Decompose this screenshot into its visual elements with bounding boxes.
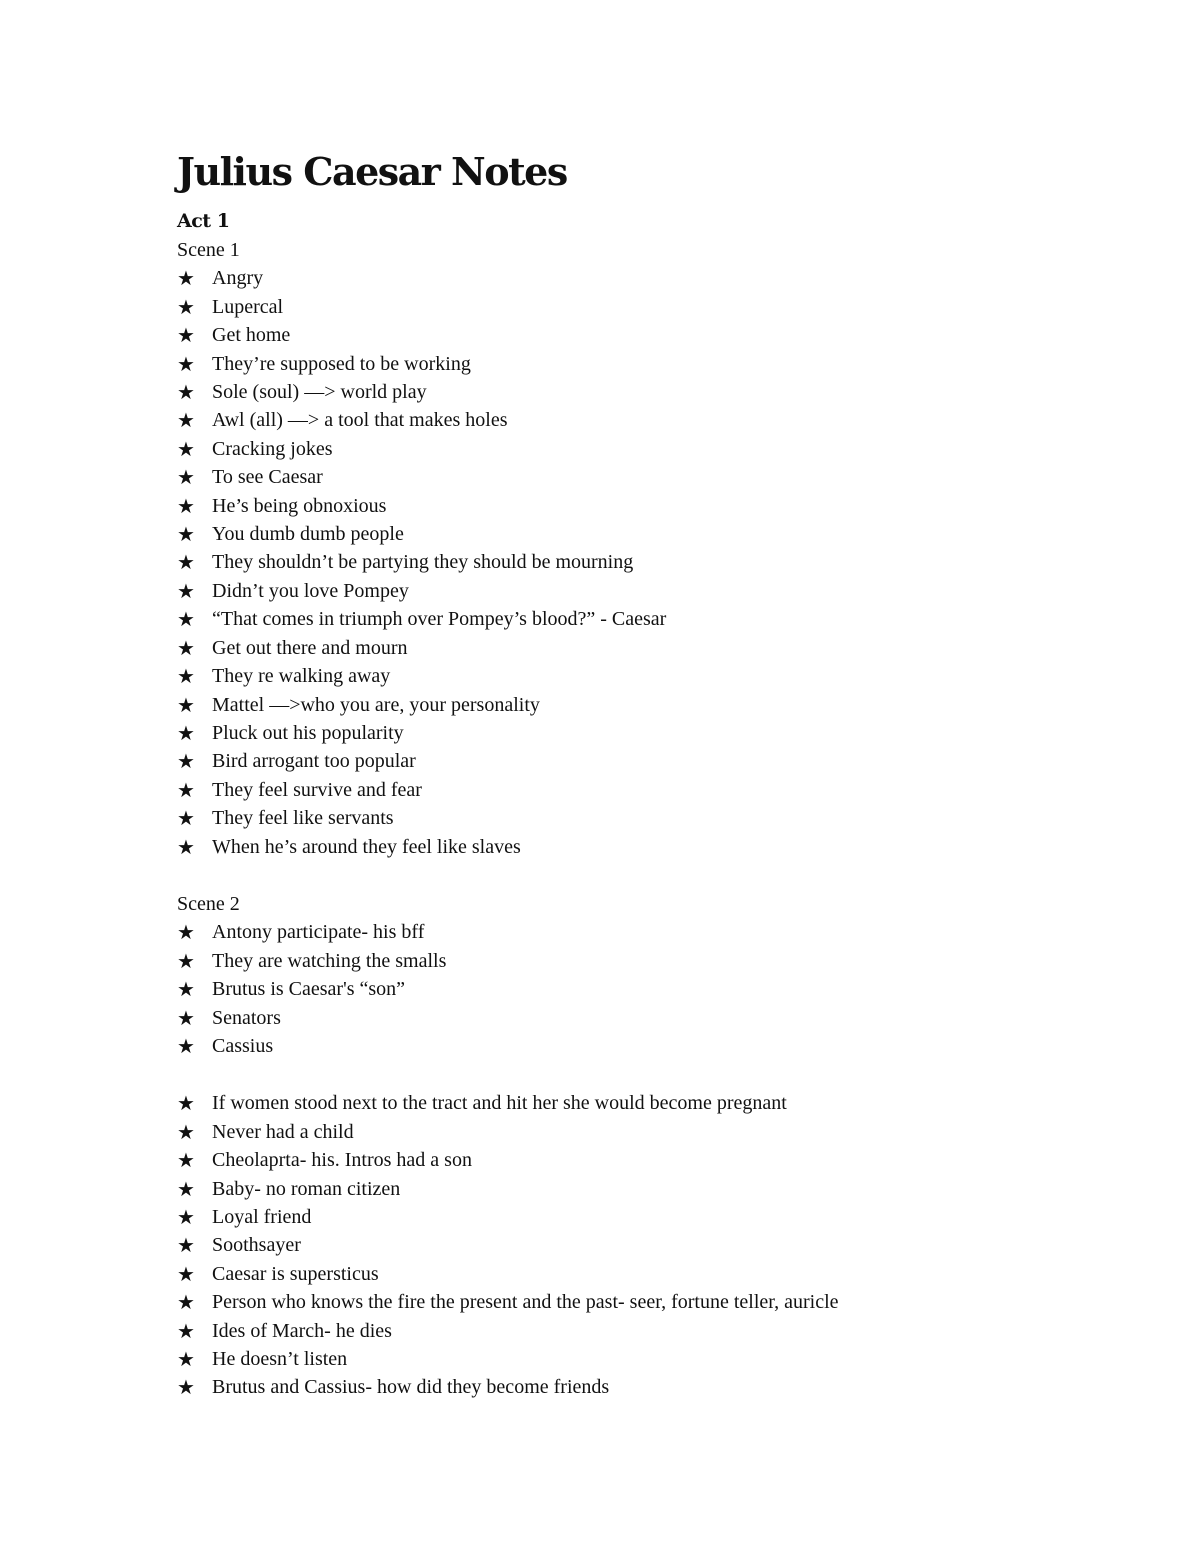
list-item-text: Cracking jokes	[212, 437, 333, 460]
list-item-text: Never had a child	[212, 1120, 354, 1143]
star-icon: ★	[177, 323, 195, 348]
list-item-text: He’s being obnoxious	[212, 494, 387, 517]
list-item	[177, 1175, 1077, 1203]
list-item-text: To see Caesar	[212, 466, 323, 489]
star-icon: ★	[177, 294, 195, 319]
list-item	[177, 1231, 1077, 1259]
star-icon: ★	[177, 635, 195, 660]
list-item	[177, 350, 1077, 378]
star-icon: ★	[177, 607, 195, 632]
list-item-text: They feel survive and fear	[212, 778, 422, 801]
star-icon: ★	[177, 806, 195, 831]
list-item	[177, 605, 1077, 633]
list-item	[177, 1118, 1077, 1146]
list-item	[177, 293, 1077, 321]
list-item	[177, 662, 1077, 690]
star-icon: ★	[177, 578, 195, 603]
list-item-text: Get home	[212, 324, 291, 347]
list-item-text: Soothsayer	[212, 1234, 301, 1257]
list-item-text: Antony participate- his bff	[212, 921, 425, 944]
list-item	[177, 1317, 1077, 1345]
star-icon: ★	[177, 1347, 195, 1372]
star-icon: ★	[177, 1261, 195, 1286]
list-item	[177, 463, 1077, 491]
list-item-text: Senators	[212, 1006, 281, 1029]
star-icon: ★	[177, 1091, 195, 1116]
spacer	[177, 861, 1077, 890]
list-item	[177, 691, 1077, 719]
list-item	[177, 918, 1077, 946]
list-item	[177, 264, 1077, 292]
star-icon: ★	[177, 465, 195, 490]
list-item	[177, 1203, 1077, 1231]
star-icon: ★	[177, 1375, 195, 1400]
list-item	[177, 1089, 1077, 1117]
list-item-text: Caesar is supersticus	[212, 1262, 379, 1285]
list-item-text: Angry	[212, 267, 264, 290]
list-item-text: Pluck out his popularity	[212, 721, 404, 744]
star-icon: ★	[177, 1033, 195, 1058]
list-item-text: They are watching the smalls	[212, 949, 447, 972]
list-item	[177, 1373, 1077, 1401]
list-item	[177, 1032, 1077, 1060]
document-page	[177, 150, 1077, 1402]
list-item-text: Get out there and mourn	[212, 636, 408, 659]
star-icon: ★	[177, 408, 195, 433]
star-icon: ★	[177, 1176, 195, 1201]
list-item-text: They re walking away	[212, 665, 391, 688]
list-item	[177, 947, 1077, 975]
star-icon: ★	[177, 834, 195, 859]
star-icon: ★	[177, 948, 195, 973]
list-item	[177, 321, 1077, 349]
list-item	[177, 520, 1077, 548]
list-item	[177, 378, 1077, 406]
list-item-text: He doesn’t listen	[212, 1348, 348, 1371]
list-item	[177, 1288, 1077, 1316]
list-item-text: Ides of March- he dies	[212, 1319, 392, 1342]
list-item-text: Baby- no roman citizen	[212, 1177, 401, 1200]
list-item-text: Cheolaprta- his. Intros had a son	[212, 1149, 472, 1172]
star-icon: ★	[177, 749, 195, 774]
star-icon: ★	[177, 1233, 195, 1258]
star-icon: ★	[177, 1119, 195, 1144]
star-icon: ★	[177, 266, 195, 291]
list-item	[177, 1260, 1077, 1288]
act-heading: Act 1	[177, 210, 230, 232]
list-item-text: Mattel —>who you are, your personality	[212, 693, 540, 716]
list-item-text: Sole (soul) —> world play	[212, 381, 427, 404]
list-item	[177, 747, 1077, 775]
star-icon: ★	[177, 436, 195, 461]
list-item-text: Cassius	[212, 1034, 274, 1057]
star-icon: ★	[177, 720, 195, 745]
scene-2-heading: Scene 2	[177, 892, 240, 915]
list-item-text: If women stood next to the tract and hit her she would become pregnant	[212, 1092, 787, 1115]
list-item-text: “That comes in triumph over Pompey’s blood?” - Caesar	[212, 608, 667, 631]
star-icon: ★	[177, 550, 195, 575]
scene-2-list-a	[177, 918, 1077, 1060]
list-item-text: Brutus and Cassius- how did they become friends	[212, 1376, 610, 1399]
list-item-text: Lupercal	[212, 295, 284, 318]
list-item	[177, 975, 1077, 1003]
list-item-text: They shouldn’t be partying they should be mourning	[212, 551, 634, 574]
spacer	[177, 1060, 1077, 1089]
list-item-text: When he’s around they feel like slaves	[212, 835, 521, 858]
star-icon: ★	[177, 692, 195, 717]
scene-1-list	[177, 264, 1077, 861]
list-item	[177, 1004, 1077, 1032]
list-item	[177, 492, 1077, 520]
list-item	[177, 719, 1077, 747]
star-icon: ★	[177, 493, 195, 518]
list-item-text: Person who knows the fire the present and the past- seer, fortune teller, auricle	[212, 1291, 839, 1314]
list-item	[177, 1146, 1077, 1174]
star-icon: ★	[177, 777, 195, 802]
list-item-text: Loyal friend	[212, 1206, 312, 1228]
list-item-text: Awl (all) —> a tool that makes holes	[212, 409, 508, 432]
document-title: Julius Caesar Notes	[177, 149, 567, 194]
star-icon: ★	[177, 1290, 195, 1315]
star-icon: ★	[177, 1005, 195, 1030]
star-icon: ★	[177, 1205, 195, 1229]
star-icon: ★	[177, 380, 195, 405]
list-item-text: Bird arrogant too popular	[212, 750, 416, 773]
star-icon: ★	[177, 920, 195, 945]
scene-2-list-b	[177, 1089, 1077, 1401]
list-item	[177, 804, 1077, 832]
star-icon: ★	[177, 977, 195, 1002]
list-item	[177, 548, 1077, 576]
list-item-text: Brutus is Caesar's “son”	[212, 978, 406, 1001]
list-item	[177, 406, 1077, 434]
star-icon: ★	[177, 664, 195, 689]
list-item	[177, 776, 1077, 804]
star-icon: ★	[177, 351, 195, 376]
list-item	[177, 577, 1077, 605]
scene-1-heading: Scene 1	[177, 239, 240, 261]
list-item	[177, 833, 1077, 861]
list-item-text: They’re supposed to be working	[212, 352, 471, 375]
list-item-text: They feel like servants	[212, 807, 394, 830]
list-item-text: Didn’t you love Pompey	[212, 579, 409, 602]
star-icon: ★	[177, 1318, 195, 1343]
list-item	[177, 1345, 1077, 1373]
star-icon: ★	[177, 1148, 195, 1173]
list-item-text: You dumb dumb people	[212, 523, 404, 546]
list-item	[177, 634, 1077, 662]
star-icon: ★	[177, 522, 195, 547]
list-item	[177, 435, 1077, 463]
